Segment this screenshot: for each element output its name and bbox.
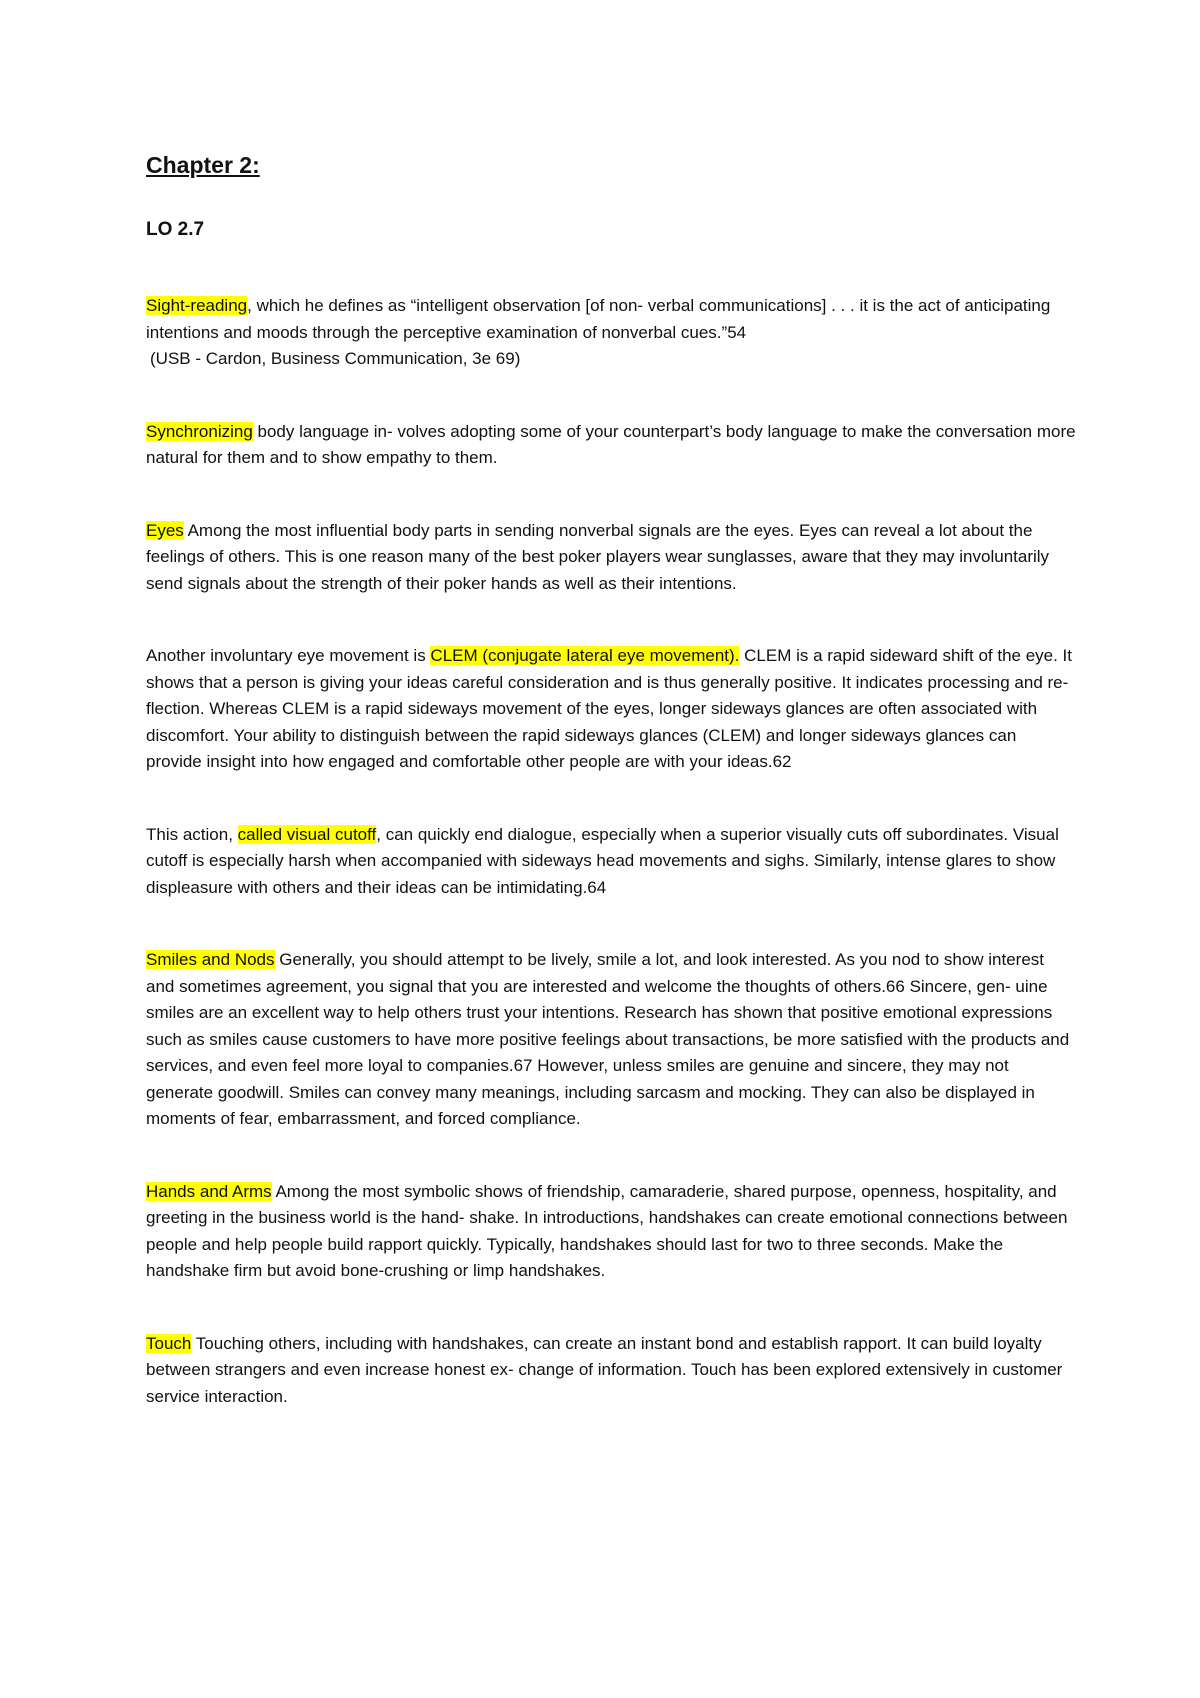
highlighted-term-visual-cutoff: called visual cutoff [237,824,377,844]
paragraph-text: , can quickly end dialogue, especially when a superior visually cuts off subordinates. Visual cutoff is especially harsh when accompanied with sideways head movements and sighs. Similarly, intense glares to show displeasure with others and their ideas can be intimidating.64 [146,824,1059,897]
highlighted-term-smiles-and-nods: Smiles and Nods [146,950,275,969]
paragraph-text: Among the most influential body parts in sending nonverbal signals are the eyes. Eyes can reveal a lot about the feelings of others. This is one reason many of the best poker players wear sunglasses, aware that they may involuntarily send signals about the strength of their poker hands as well as their intentions. [146,520,1050,593]
highlighted-term-clem: CLEM (conjugate lateral eye movement). [430,646,740,665]
paragraph-hands-and-arms [146,1179,1076,1285]
highlighted-term-eyes: Eyes [146,520,184,540]
chapter-title: Chapter 2: [146,152,260,178]
paragraph-text: , which he defines as “intelligent observation [of non- verbal communications] . . . it is the act of anticipating intentions and moods through the perceptive examination of nonverbal cues.”54 [146,296,1051,342]
document-page [146,150,1076,1410]
highlighted-term-hands-and-arms: Hands and Arms [146,1181,272,1201]
learning-objective-label: LO 2.7 [146,219,205,240]
paragraph-eyes [146,518,1076,598]
paragraph-text: Touching others, including with handshakes, can create an instant bond and establish rapport. It can build loyalty between strangers and even increase honest ex- change of information. Touch has been explored extensively in customer service interaction. [146,1333,1063,1406]
paragraph-text: Generally, you should attempt to be lively, smile a lot, and look interested. As you nod to show interest and sometimes agreement, you signal that you are interested and welcome the thoughts of others.66 Sincere, gen- uine smiles are an excellent way to help others trust your intentions. Research has shown that positive emotional expressions such as smiles cause customers to have more positive feelings about transactions, be more satisfied with the products and services, and even feel more loyal to companies.67 However, unless smiles are genuine and sincere, they may not generate goodwill. Smiles can convey many meanings, including sarcasm and mocking. They can also be displayed in moments of fear, embarrassment, and forced compliance. [146,950,1070,1128]
source-citation: (USB - Cardon, Business Communication, 3e 69) [150,349,521,368]
paragraph-clem [146,643,1076,776]
paragraph-smiles-and-nods [146,947,1076,1133]
paragraph-text: Another involuntary eye movement is [146,646,431,665]
paragraph-touch [146,1331,1076,1411]
paragraph-synchronizing [146,419,1076,472]
paragraph-text: Among the most symbolic shows of friendship, camaraderie, shared purpose, openness, hospitality, and greeting in the business world is the hand- shake. In introductions, handshakes can create emotional connections between people and help people build rapport quickly. Typically, handshakes should last for two to three seconds. Make the handshake firm but avoid bone-crushing or limp handshakes. [146,1181,1068,1280]
highlighted-term-touch: Touch [146,1333,192,1353]
paragraph-sight-reading [146,293,1076,373]
paragraph-text: This action, [146,824,238,844]
paragraph-text: body language in- volves adopting some of your counterpart’s body language to make the conversation more natural for them and to show empathy to them. [146,421,1076,467]
highlighted-term-synchronizing: Synchronizing [146,421,253,441]
paragraph-visual-cutoff [146,822,1076,902]
paragraph-text: CLEM is a rapid sideward shift of the eye. It shows that a person is giving your ideas careful consideration and is thus generally positive. It indicates processing and re- flection. Whereas CLEM is a rapid sideways movement of the eyes, longer sideways glances are often associated with discomfort. Your ability to distinguish between the rapid sideways glances (CLEM) and longer sideways glances can provide insight into how engaged and comfortable other people are with your ideas.62 [146,646,1073,771]
highlighted-term-sight-reading: Sight-reading [146,296,248,315]
